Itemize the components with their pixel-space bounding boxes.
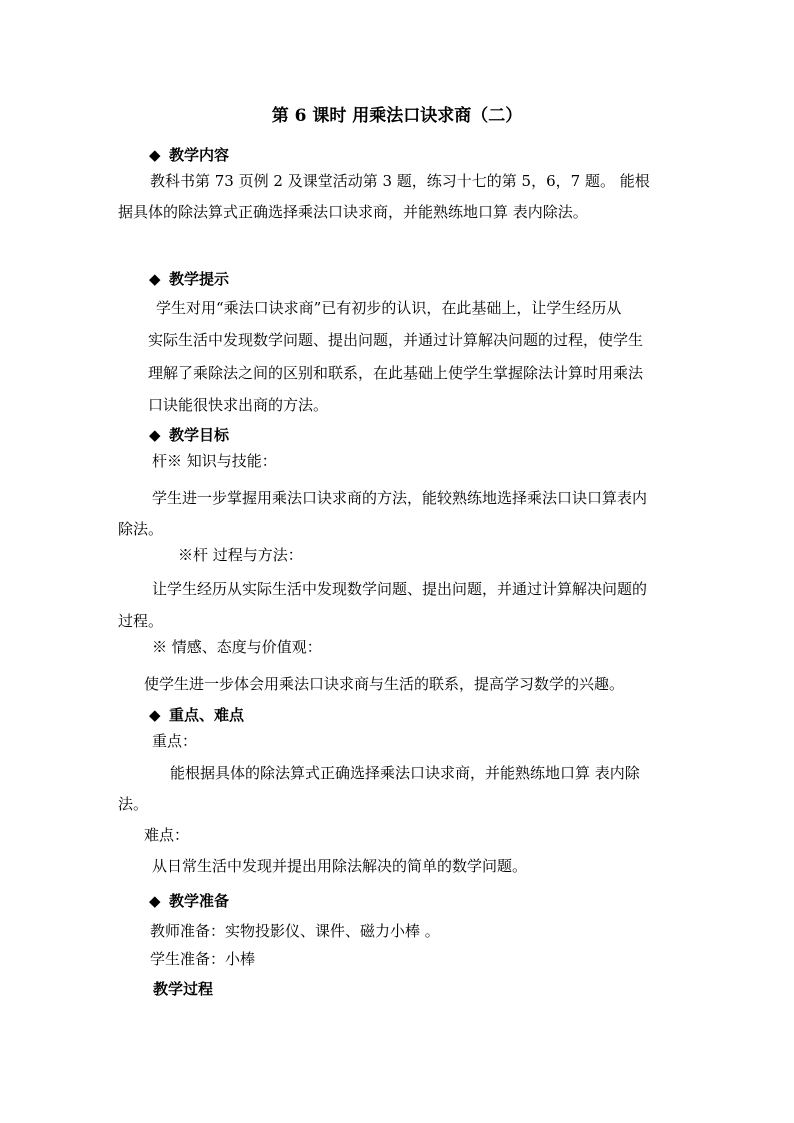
section-heading-process: 教学过程 [153,980,214,998]
paragraph-line: 能根据具体的除法算式正确选择乘法口诀求商，并能熟练地口算 表内除 [170,764,640,782]
diamond-bullet-icon: ◆ [149,892,161,910]
paragraph-line: 口诀能很快求出商的方法。 [148,396,329,414]
key-label: 重点： [152,732,198,750]
diamond-bullet-icon: ◆ [149,706,161,724]
page-title: 第 6 课时 用乘法口诀求商（二） [271,106,523,126]
paragraph-line: 据具体的除法算式正确选择乘法口诀求商，并能熟练地口算 表内除法。 [118,203,588,221]
goal-label-knowledge: 杆※ 知识与技能： [152,452,277,470]
difficulty-label: 难点： [144,826,190,844]
teacher-prep: 教师准备：实物投影仪、课件、磁力小棒 。 [150,922,440,940]
paragraph-line: 学生对用“乘法口诀求商”已有初步的认识，在此基础上，让学生经历从 [156,299,622,317]
paragraph-line: 让学生经历从实际生活中发现数学问题、提出问题，并通过计算解决问题的 [152,580,648,598]
diamond-bullet-icon: ◆ [149,270,161,288]
paragraph-line: 过程。 [118,612,164,630]
goal-label-process: ※杆 过程与方法： [178,546,303,564]
paragraph-line: 从日常生活中发现并提出用除法解决的简单的数学问题。 [152,857,528,875]
section-heading-content [149,146,229,164]
section-heading-goals [149,426,229,444]
paragraph-line: 理解了乘除法之间的区别和联系，在此基础上使学生掌握除法计算时用乘法 [148,364,644,382]
diamond-bullet-icon: ◆ [149,146,161,164]
paragraph-line: 实际生活中发现数学问题、提出问题，并通过计算解决问题的过程，使学生 [148,331,644,349]
section-heading-prep [149,892,229,910]
paragraph-line: 除法。 [118,520,164,538]
student-prep: 学生准备：小棒 [150,950,256,968]
heading-text: 教学目标 [169,426,230,444]
paragraph-line: 学生进一步掌握用乘法口诀求商的方法，能较熟练地选择乘法口诀口算表内 [152,489,648,507]
paragraph-line: 使学生进一步体会用乘法口诀求商与生活的联系，提高学习数学的兴趣。 [144,675,625,693]
heading-text: 重点、难点 [169,706,245,724]
heading-text: 教学内容 [169,146,230,164]
paragraph-line: 教科书第 73 页例 2 及课堂活动第 3 题，练习十七的第 5，6，7 题。 能根 [150,172,650,190]
paragraph-line: 法。 [118,795,149,813]
section-heading-hints [149,270,229,288]
heading-text: 教学准备 [169,892,230,910]
diamond-bullet-icon: ◆ [149,426,161,444]
goal-label-emotion: ※ 情感、态度与价值观： [152,638,322,656]
heading-text: 教学提示 [169,270,230,288]
section-heading-key [149,706,244,724]
